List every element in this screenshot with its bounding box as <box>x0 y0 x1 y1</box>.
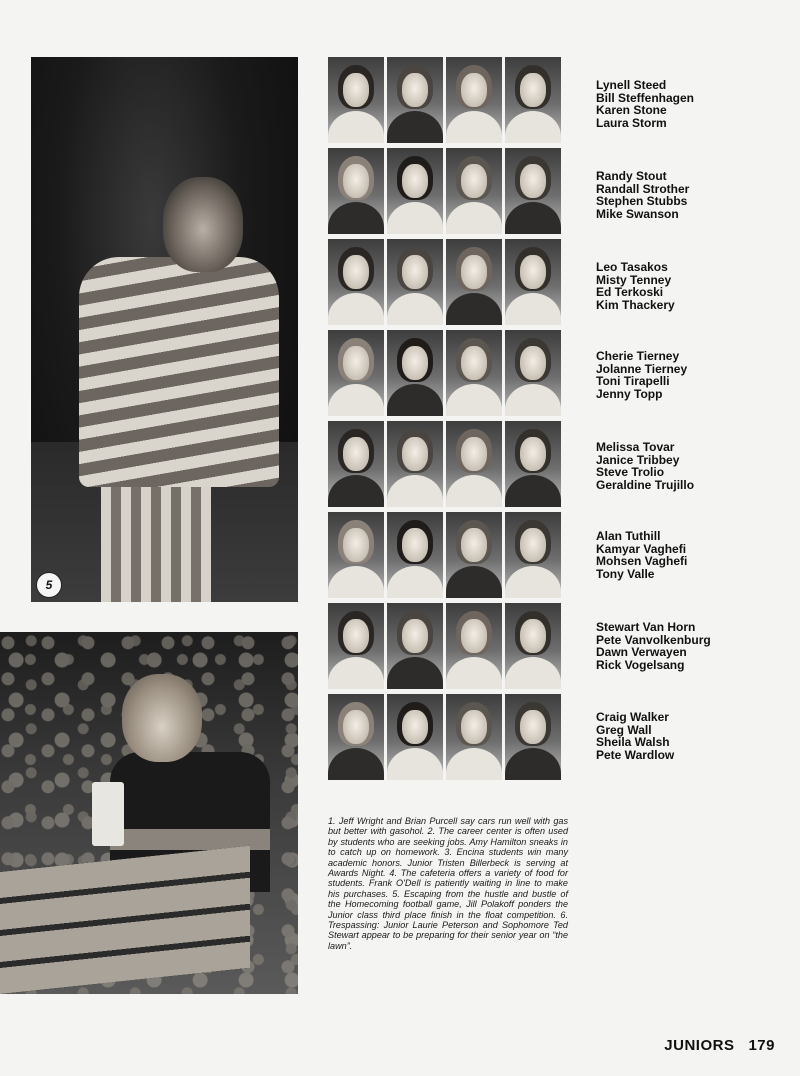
student-portrait <box>387 239 443 325</box>
student-portrait <box>387 57 443 143</box>
portrait-shoulders <box>505 384 561 416</box>
portrait-face <box>402 710 428 744</box>
student-portrait <box>387 512 443 598</box>
student-portrait <box>446 421 502 507</box>
student-portrait <box>328 148 384 234</box>
portrait-face <box>461 255 487 289</box>
student-name: Craig Walker <box>596 710 669 724</box>
photo-figure-legs <box>101 472 211 602</box>
page-number: 179 <box>748 1037 775 1054</box>
student-name: Greg Wall <box>596 722 652 737</box>
student-name: Jolanne Tierney <box>596 361 688 376</box>
portrait-face <box>343 346 369 380</box>
portrait-face <box>461 346 487 380</box>
portrait-shoulders <box>505 475 561 507</box>
student-name: Pete Wardlow <box>596 747 675 762</box>
portrait-face <box>520 164 546 198</box>
name-group <box>596 350 796 400</box>
section-title: JUNIORS <box>664 1037 735 1054</box>
student-portrait <box>446 57 502 143</box>
portrait-face <box>402 346 428 380</box>
name-group <box>596 79 796 129</box>
student-name: Janice Tribbey <box>596 452 680 467</box>
portrait-face <box>402 528 428 562</box>
student-name: Lynell Steed <box>596 78 667 92</box>
page-footer <box>650 1037 775 1054</box>
portrait-face <box>520 73 546 107</box>
portrait-shoulders <box>387 202 443 234</box>
student-portrait <box>446 512 502 598</box>
portrait-face <box>343 528 369 562</box>
portrait-face <box>343 619 369 653</box>
student-name: Toni Tirapelli <box>596 374 670 389</box>
student-portrait <box>328 512 384 598</box>
student-portrait <box>505 239 561 325</box>
portrait-face <box>520 255 546 289</box>
student-name: Ed Terkoski <box>596 285 664 300</box>
portrait-face <box>461 710 487 744</box>
portrait-face <box>520 346 546 380</box>
portrait-shoulders <box>505 657 561 689</box>
student-portrait <box>505 694 561 780</box>
portrait-shoulders <box>387 657 443 689</box>
portrait-shoulders <box>387 111 443 143</box>
name-group <box>596 621 796 671</box>
portrait-shoulders <box>328 657 384 689</box>
student-name: Leo Tasakos <box>596 260 668 274</box>
portrait-shoulders <box>328 566 384 598</box>
photo-figure-head <box>163 177 243 272</box>
portrait-face <box>402 437 428 471</box>
student-name: Rick Vogelsang <box>596 657 685 672</box>
portrait-shoulders <box>505 748 561 780</box>
portrait-face <box>461 528 487 562</box>
portrait-shoulders <box>387 384 443 416</box>
portrait-face <box>343 255 369 289</box>
photo-cup <box>92 782 124 846</box>
portrait-face <box>520 710 546 744</box>
student-name: Pete Vanvolkenburg <box>596 632 711 647</box>
portrait-shoulders <box>446 293 502 325</box>
portrait-face <box>461 619 487 653</box>
student-name: Mike Swanson <box>596 206 679 221</box>
student-portrait <box>328 603 384 689</box>
student-name: Bill Steffenhagen <box>596 90 695 105</box>
student-name: Sheila Walsh <box>596 735 670 750</box>
student-name: Tony Valle <box>596 566 655 581</box>
portrait-shoulders <box>328 293 384 325</box>
student-name: Steve Trolio <box>596 465 665 480</box>
student-name: Dawn Verwayen <box>596 645 687 660</box>
student-name: Laura Storm <box>596 115 667 130</box>
portrait-shoulders <box>505 111 561 143</box>
portrait-face <box>402 619 428 653</box>
portrait-shoulders <box>505 202 561 234</box>
student-name: Karen Stone <box>596 103 667 118</box>
name-group <box>596 441 796 491</box>
photo-figure-body <box>79 257 279 487</box>
portrait-shoulders <box>446 657 502 689</box>
student-portrait <box>328 694 384 780</box>
photo-caption: 1. Jeff Wright and Brian Purcell say cars run well with gas but better with gasohol. 2. The career center is often used by students who are seeking jobs. Amy Hamilton sneaks in to catch up on homework. 3. Encina students win many academic honors. Junior Tristen Billerbeck is serving at Awards Night. 4. The cafeteria offers a variety of food for students. Frank O'Dell is patiently waiting in line to make his purchases. 5. Escaping from the hustle and bustle of the Homecoming football game, Jill Polakoff ponders the Junior class third place finish in the float competition. 6. Trespassing: Junior Laurie Peterson and Sophomore Ted Stewart appear to be preparing for their senior year on “the lawn”. <box>328 816 568 951</box>
student-portrait <box>505 57 561 143</box>
portrait-shoulders <box>446 202 502 234</box>
student-name: Stephen Stubbs <box>596 194 688 209</box>
portrait-shoulders <box>446 566 502 598</box>
name-group <box>596 711 796 761</box>
student-portrait <box>387 694 443 780</box>
portrait-face <box>461 73 487 107</box>
student-portrait <box>505 512 561 598</box>
student-portrait <box>446 330 502 416</box>
portrait-shoulders <box>446 748 502 780</box>
portrait-shoulders <box>387 293 443 325</box>
portrait-shoulders <box>446 111 502 143</box>
photo-boy-head <box>122 674 202 762</box>
student-name: Jenny Topp <box>596 386 663 401</box>
student-portrait <box>505 421 561 507</box>
portrait-face <box>520 619 546 653</box>
portrait-shoulders <box>387 475 443 507</box>
portrait-shoulders <box>328 111 384 143</box>
student-portrait <box>446 148 502 234</box>
portrait-face <box>402 164 428 198</box>
student-portrait <box>387 603 443 689</box>
student-portrait <box>387 148 443 234</box>
candid-photo-bench <box>0 632 298 994</box>
student-portrait <box>446 694 502 780</box>
portrait-face <box>402 255 428 289</box>
student-portrait <box>446 239 502 325</box>
student-name: Melissa Tovar <box>596 440 675 454</box>
student-portrait <box>328 421 384 507</box>
student-name: Kamyar Vaghefi <box>596 541 687 556</box>
photo-number-badge: 5 <box>36 572 62 598</box>
candid-photo-striped-outfit <box>31 57 298 602</box>
student-name: Mohsen Vaghefi <box>596 554 688 569</box>
student-name: Misty Tenney <box>596 272 672 287</box>
student-name: Geraldine Trujillo <box>596 477 695 492</box>
student-portrait <box>505 603 561 689</box>
student-name: Randall Strother <box>596 181 690 196</box>
portrait-shoulders <box>328 384 384 416</box>
name-group <box>596 170 796 220</box>
portrait-face <box>402 73 428 107</box>
portrait-shoulders <box>328 202 384 234</box>
portrait-shoulders <box>387 748 443 780</box>
student-portrait <box>328 57 384 143</box>
student-name: Kim Thackery <box>596 297 675 312</box>
portrait-shoulders <box>387 566 443 598</box>
student-name: Alan Tuthill <box>596 529 661 543</box>
portrait-shoulders <box>505 293 561 325</box>
student-portrait <box>505 330 561 416</box>
student-portrait <box>505 148 561 234</box>
portrait-face <box>461 437 487 471</box>
portrait-face <box>343 164 369 198</box>
portrait-face <box>520 528 546 562</box>
student-portrait <box>328 330 384 416</box>
portrait-shoulders <box>328 748 384 780</box>
name-group <box>596 261 796 311</box>
portrait-face <box>520 437 546 471</box>
student-portrait <box>387 421 443 507</box>
student-portrait <box>328 239 384 325</box>
portrait-shoulders <box>446 475 502 507</box>
name-group <box>596 530 796 580</box>
student-name: Stewart Van Horn <box>596 620 696 634</box>
portrait-shoulders <box>505 566 561 598</box>
portrait-face <box>343 73 369 107</box>
portrait-shoulders <box>446 384 502 416</box>
portrait-face <box>343 710 369 744</box>
student-name: Cherie Tierney <box>596 349 680 363</box>
portrait-shoulders <box>328 475 384 507</box>
portrait-grid <box>328 57 561 780</box>
student-portrait <box>387 330 443 416</box>
portrait-face <box>343 437 369 471</box>
student-name: Randy Stout <box>596 169 667 183</box>
student-portrait <box>446 603 502 689</box>
portrait-face <box>461 164 487 198</box>
